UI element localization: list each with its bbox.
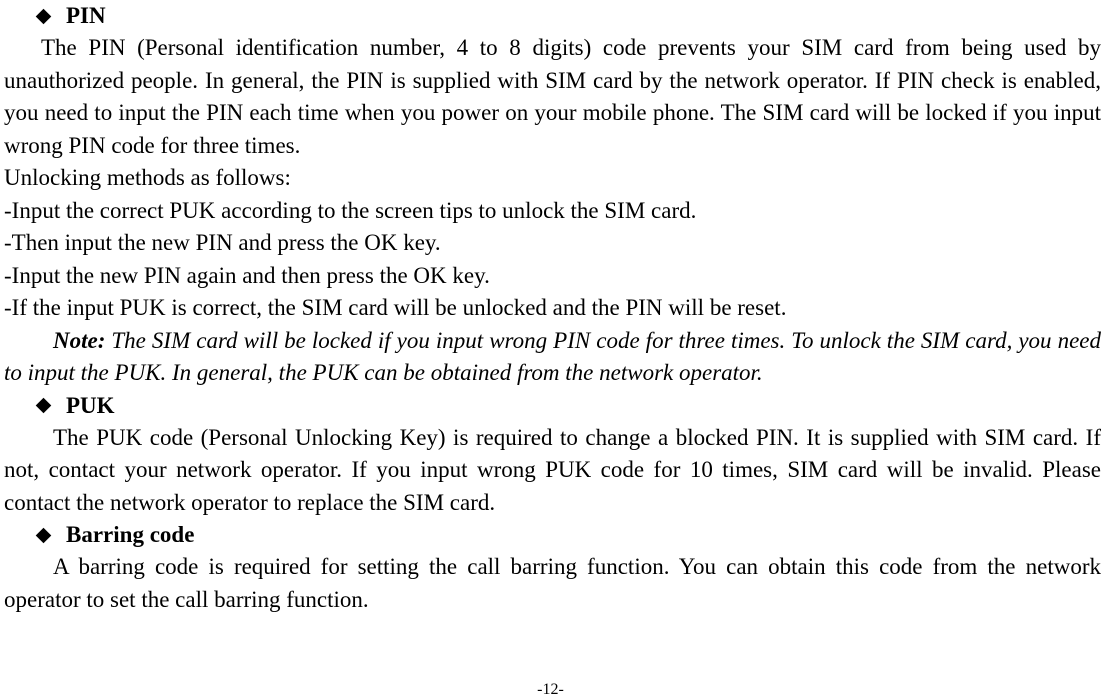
section-heading-puk [4, 390, 1101, 422]
unlock-step-1: -Input the correct PUK according to the screen tips to unlock the SIM card. [4, 197, 697, 223]
diamond-bullet-icon [35, 397, 52, 414]
barring-code-description: A barring code is required for setting the call barring function. You can obtain this code from the network operator to set the call barring function. [4, 554, 1101, 612]
unlock-step-4: -If the input PUK is correct, the SIM card will be unlocked and the PIN will be reset. [4, 295, 787, 320]
note-label: Note: [53, 327, 106, 353]
puk-description: The PUK code (Personal Unlocking Key) is required to change a blocked PIN. It is supplied with SIM card. If not, contact your network operator. If you input wrong PUK code for 10 times, SIM card will be invalid. Please contact the network operator to replace the SIM card. [4, 424, 1101, 515]
pin-note [4, 325, 1101, 390]
section-heading-pin [4, 0, 1101, 32]
section-heading-barring-code [4, 519, 1101, 551]
section-heading-pin-text: PIN [66, 3, 106, 28]
unlock-step-2: -Then input the new PIN and press the OK key. [4, 230, 441, 255]
diamond-bullet-icon [35, 8, 52, 25]
section-heading-barring-code-text: Barring code [66, 522, 195, 547]
page-number: -12- [537, 681, 564, 698]
pin-description: The PIN (Personal identification number, 4 to 8 digits) code prevents your SIM card from being used by unauthorized people. In general, the PIN is supplied with SIM card by the network operator. If PIN check is enabled, you need to input the PIN each time when you power on your mobile phone. The SIM card will be locked if you input wrong PIN code for three times. [4, 35, 1101, 158]
diamond-bullet-icon [35, 527, 52, 544]
unlocking-methods-intro: Unlocking methods as follows: [4, 165, 291, 190]
note-text: The SIM card will be locked if you input wrong PIN code for three times. To unlock the SIM card, you need to input the PUK. In general, the PUK can be obtained from the network operator. [4, 327, 1101, 385]
section-heading-puk-text: PUK [66, 392, 115, 418]
unlock-step-3: -Input the new PIN again and then press the OK key. [4, 262, 490, 288]
document-page [4, 0, 1101, 616]
